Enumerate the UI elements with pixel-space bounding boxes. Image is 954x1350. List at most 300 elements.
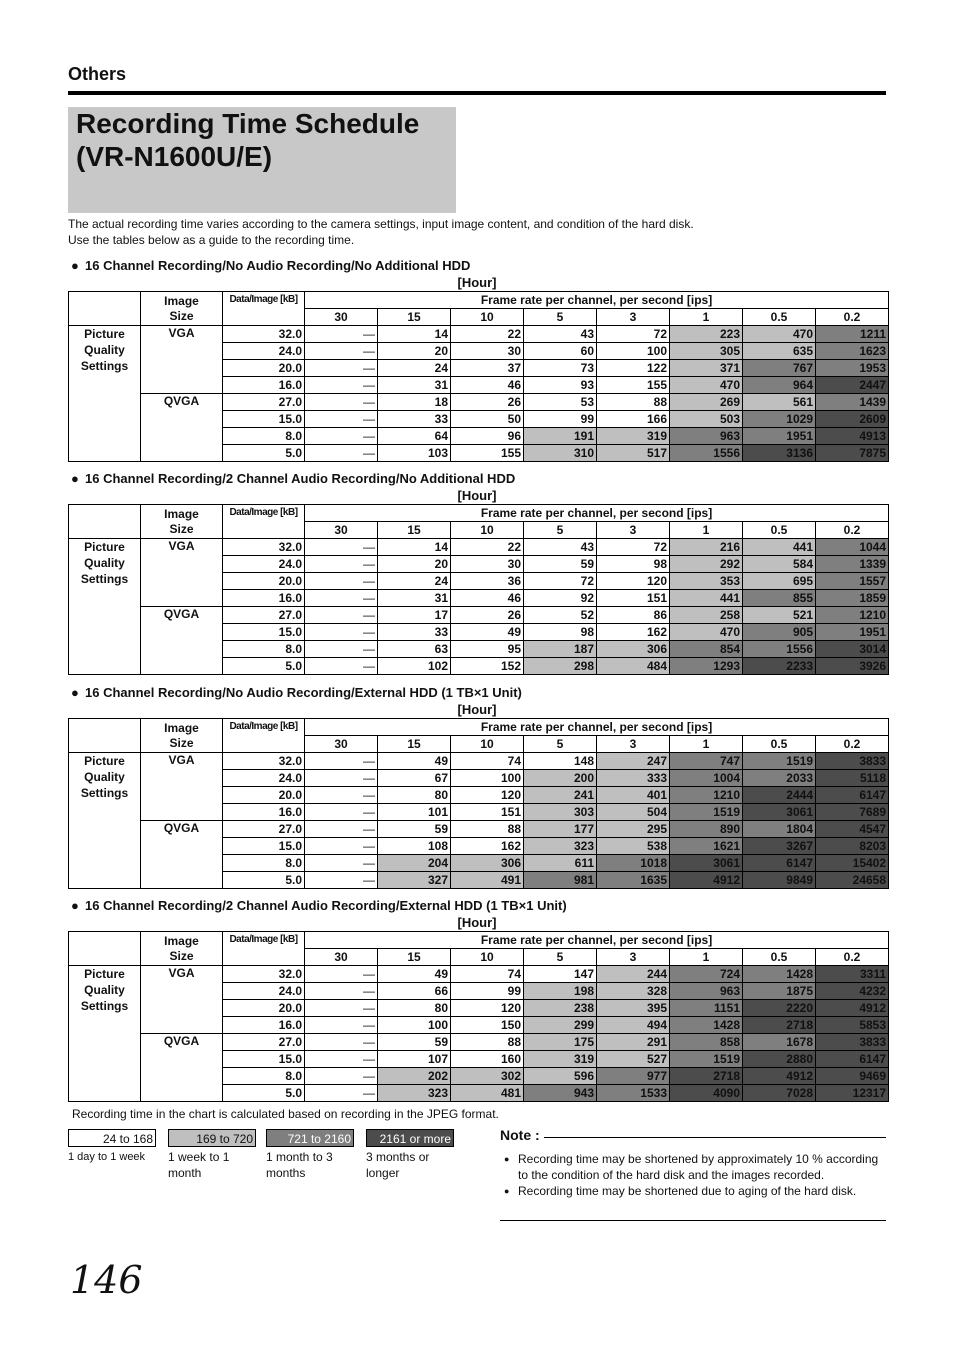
data-kb-cell: 16.0 bbox=[223, 804, 305, 821]
time-cell: 162 bbox=[597, 624, 670, 641]
rate-header: 15 bbox=[378, 736, 451, 753]
note-item: ● Recording time may be shortened due to aging of the hard disk. bbox=[500, 1183, 886, 1199]
frame-rate-header: Frame rate per channel, per second [ips] bbox=[305, 719, 889, 736]
time-cell: 6147 bbox=[816, 787, 889, 804]
time-cell: 24658 bbox=[816, 872, 889, 889]
data-kb-cell: 32.0 bbox=[223, 326, 305, 343]
time-cell: 59 bbox=[378, 821, 451, 838]
time-cell: 6147 bbox=[743, 855, 816, 872]
bullet-icon: ● bbox=[71, 685, 79, 700]
time-cell: 9849 bbox=[743, 872, 816, 889]
time-cell: 191 bbox=[524, 428, 597, 445]
time-cell: 1953 bbox=[816, 360, 889, 377]
legend-entry bbox=[366, 1129, 454, 1181]
time-cell: 858 bbox=[670, 1034, 743, 1051]
time-cell: 7689 bbox=[816, 804, 889, 821]
time-cell: 1519 bbox=[670, 1051, 743, 1068]
data-kb-cell: 5.0 bbox=[223, 872, 305, 889]
time-cell: 1635 bbox=[597, 872, 670, 889]
time-cell: 151 bbox=[597, 590, 670, 607]
data-kb-cell: 32.0 bbox=[223, 753, 305, 770]
time-cell: 371 bbox=[670, 360, 743, 377]
rate-header: 15 bbox=[378, 949, 451, 966]
time-cell: 93 bbox=[524, 377, 597, 394]
time-cell: 46 bbox=[451, 590, 524, 607]
time-cell: 8203 bbox=[816, 838, 889, 855]
data-kb-cell: 20.0 bbox=[223, 787, 305, 804]
time-cell: 12317 bbox=[816, 1085, 889, 1102]
time-cell: 319 bbox=[597, 428, 670, 445]
time-cell: 200 bbox=[524, 770, 597, 787]
time-cell: 635 bbox=[743, 343, 816, 360]
unit-label: [Hour] bbox=[457, 915, 497, 930]
time-cell: 52 bbox=[524, 607, 597, 624]
time-cell: 890 bbox=[670, 821, 743, 838]
time-cell: 9469 bbox=[816, 1068, 889, 1085]
time-cell: 151 bbox=[451, 804, 524, 821]
time-cell: 504 bbox=[597, 804, 670, 821]
time-cell: 72 bbox=[597, 539, 670, 556]
rate-header: 10 bbox=[451, 309, 524, 326]
data-image-header: Data/Image [kB] bbox=[223, 505, 305, 539]
table-heading bbox=[68, 684, 886, 702]
time-cell: — bbox=[305, 428, 378, 445]
time-cell: 155 bbox=[451, 445, 524, 462]
time-cell: 2880 bbox=[743, 1051, 816, 1068]
time-cell: 4547 bbox=[816, 821, 889, 838]
time-cell: 905 bbox=[743, 624, 816, 641]
time-cell: 1623 bbox=[816, 343, 889, 360]
time-cell: 216 bbox=[670, 539, 743, 556]
header-row bbox=[69, 292, 889, 309]
rate-header: 0.2 bbox=[816, 522, 889, 539]
time-cell: 30 bbox=[451, 343, 524, 360]
time-cell: 981 bbox=[524, 872, 597, 889]
time-cell: — bbox=[305, 343, 378, 360]
time-cell: 2233 bbox=[743, 658, 816, 675]
time-cell: — bbox=[305, 787, 378, 804]
picture-quality-line: Quality bbox=[84, 770, 125, 784]
time-cell: 238 bbox=[524, 1000, 597, 1017]
time-cell: 152 bbox=[451, 658, 524, 675]
header-blank bbox=[69, 719, 141, 753]
data-kb-cell: 27.0 bbox=[223, 821, 305, 838]
time-cell: 401 bbox=[597, 787, 670, 804]
data-kb-cell: 15.0 bbox=[223, 838, 305, 855]
table-title: 16 Channel Recording/2 Channel Audio Recording/No Additional HDD bbox=[85, 471, 516, 486]
time-cell: 102 bbox=[378, 658, 451, 675]
data-kb-cell: 8.0 bbox=[223, 428, 305, 445]
time-cell: 120 bbox=[451, 787, 524, 804]
time-cell: 1428 bbox=[743, 966, 816, 983]
time-cell: — bbox=[305, 1000, 378, 1017]
bullet-icon: ● bbox=[71, 898, 79, 913]
time-cell: 155 bbox=[597, 377, 670, 394]
data-kb-cell: 16.0 bbox=[223, 1017, 305, 1034]
header-blank bbox=[69, 932, 141, 966]
time-cell: 202 bbox=[378, 1068, 451, 1085]
rate-header: 30 bbox=[305, 949, 378, 966]
time-cell: 14 bbox=[378, 326, 451, 343]
time-cell: 328 bbox=[597, 983, 670, 1000]
time-cell: 59 bbox=[524, 556, 597, 573]
legend-label: 1 week to 1 month bbox=[168, 1150, 230, 1180]
time-cell: 1678 bbox=[743, 1034, 816, 1051]
time-cell: 484 bbox=[597, 658, 670, 675]
time-cell: 33 bbox=[378, 624, 451, 641]
time-cell: 66 bbox=[378, 983, 451, 1000]
table-row bbox=[69, 607, 889, 624]
data-kb-cell: 8.0 bbox=[223, 641, 305, 658]
time-cell: 98 bbox=[524, 624, 597, 641]
page-title bbox=[76, 107, 419, 173]
image-size-header bbox=[141, 932, 223, 966]
time-cell: 3833 bbox=[816, 1034, 889, 1051]
time-cell: 327 bbox=[378, 872, 451, 889]
time-cell: 72 bbox=[597, 326, 670, 343]
time-cell: 204 bbox=[378, 855, 451, 872]
time-cell: 295 bbox=[597, 821, 670, 838]
time-cell: 503 bbox=[670, 411, 743, 428]
image-size-header bbox=[141, 719, 223, 753]
time-cell: 80 bbox=[378, 1000, 451, 1017]
time-cell: 2220 bbox=[743, 1000, 816, 1017]
picture-quality-line: Picture bbox=[84, 754, 125, 768]
time-cell: — bbox=[305, 556, 378, 573]
time-cell: 177 bbox=[524, 821, 597, 838]
rate-header: 10 bbox=[451, 949, 524, 966]
rate-header: 5 bbox=[524, 309, 597, 326]
rate-header: 3 bbox=[597, 736, 670, 753]
schedule-block bbox=[68, 470, 886, 675]
time-cell: 527 bbox=[597, 1051, 670, 1068]
time-cell: 470 bbox=[743, 326, 816, 343]
rate-header: 3 bbox=[597, 522, 670, 539]
time-cell: 80 bbox=[378, 787, 451, 804]
frame-rate-header: Frame rate per channel, per second [ips] bbox=[305, 505, 889, 522]
picture-quality-line: Picture bbox=[84, 967, 125, 981]
time-cell: 247 bbox=[597, 753, 670, 770]
rate-header: 10 bbox=[451, 736, 524, 753]
time-cell: 441 bbox=[743, 539, 816, 556]
time-cell: 1044 bbox=[816, 539, 889, 556]
time-cell: — bbox=[305, 1017, 378, 1034]
data-kb-cell: 27.0 bbox=[223, 1034, 305, 1051]
section-label: Others bbox=[68, 64, 127, 84]
time-cell: — bbox=[305, 753, 378, 770]
time-cell: 74 bbox=[451, 753, 524, 770]
rate-header: 0.2 bbox=[816, 309, 889, 326]
page-number: 146 bbox=[70, 1258, 143, 1302]
image-size-qvga: QVGA bbox=[141, 394, 223, 462]
time-cell: 611 bbox=[524, 855, 597, 872]
schedule-block bbox=[68, 897, 886, 1102]
time-cell: 166 bbox=[597, 411, 670, 428]
time-cell: 5118 bbox=[816, 770, 889, 787]
image-size-header bbox=[141, 505, 223, 539]
time-cell: 5853 bbox=[816, 1017, 889, 1034]
time-cell: 292 bbox=[670, 556, 743, 573]
time-cell: 67 bbox=[378, 770, 451, 787]
table-title: 16 Channel Recording/No Audio Recording/External HDD (1 TB×1 Unit) bbox=[85, 685, 522, 700]
rate-header: 3 bbox=[597, 949, 670, 966]
time-cell: 517 bbox=[597, 445, 670, 462]
time-cell: 37 bbox=[451, 360, 524, 377]
time-cell: 160 bbox=[451, 1051, 524, 1068]
schedule-table bbox=[68, 291, 889, 462]
table-heading bbox=[68, 897, 886, 915]
time-cell: — bbox=[305, 590, 378, 607]
time-cell: 1428 bbox=[670, 1017, 743, 1034]
time-cell: 2609 bbox=[816, 411, 889, 428]
time-cell: 441 bbox=[670, 590, 743, 607]
time-cell: 1029 bbox=[743, 411, 816, 428]
image-size-line: Size bbox=[169, 308, 194, 323]
time-cell: 107 bbox=[378, 1051, 451, 1068]
time-cell: 395 bbox=[597, 1000, 670, 1017]
image-size-line: Size bbox=[169, 948, 194, 963]
time-cell: — bbox=[305, 607, 378, 624]
unit-label: [Hour] bbox=[457, 702, 497, 717]
time-cell: 1293 bbox=[670, 658, 743, 675]
time-cell: 521 bbox=[743, 607, 816, 624]
time-cell: 2718 bbox=[743, 1017, 816, 1034]
rate-header: 10 bbox=[451, 522, 524, 539]
table-title: 16 Channel Recording/2 Channel Audio Recording/External HDD (1 TB×1 Unit) bbox=[85, 898, 567, 913]
time-cell: 95 bbox=[451, 641, 524, 658]
time-cell: 4912 bbox=[816, 1000, 889, 1017]
time-cell: 1004 bbox=[670, 770, 743, 787]
time-cell: 596 bbox=[524, 1068, 597, 1085]
legend-swatch: 169 to 720 bbox=[168, 1129, 256, 1147]
time-cell: 31 bbox=[378, 377, 451, 394]
data-kb-cell: 27.0 bbox=[223, 607, 305, 624]
time-cell: 64 bbox=[378, 428, 451, 445]
time-cell: 17 bbox=[378, 607, 451, 624]
time-cell: 963 bbox=[670, 983, 743, 1000]
time-cell: 724 bbox=[670, 966, 743, 983]
time-cell: 7875 bbox=[816, 445, 889, 462]
time-cell: 108 bbox=[378, 838, 451, 855]
time-cell: 43 bbox=[524, 539, 597, 556]
time-cell: 175 bbox=[524, 1034, 597, 1051]
unit-label: [Hour] bbox=[457, 275, 497, 290]
image-size-qvga: QVGA bbox=[141, 607, 223, 675]
time-cell: — bbox=[305, 377, 378, 394]
table-heading bbox=[68, 470, 886, 488]
time-cell: 977 bbox=[597, 1068, 670, 1085]
picture-quality-line: Quality bbox=[84, 983, 125, 997]
image-size-line: Image bbox=[164, 720, 199, 735]
legend-label: 3 months or longer bbox=[366, 1150, 430, 1180]
note-list bbox=[500, 1151, 886, 1199]
rate-header: 0.5 bbox=[743, 309, 816, 326]
time-cell: 299 bbox=[524, 1017, 597, 1034]
picture-quality-line: Settings bbox=[80, 999, 129, 1013]
rate-header: 1 bbox=[670, 949, 743, 966]
time-cell: — bbox=[305, 360, 378, 377]
time-cell: 1519 bbox=[743, 753, 816, 770]
time-cell: 31 bbox=[378, 590, 451, 607]
jpeg-footnote: Recording time in the chart is calculated based on recording in the JPEG format. bbox=[72, 1107, 499, 1121]
picture-quality-line: Settings bbox=[80, 572, 129, 586]
time-cell: 73 bbox=[524, 360, 597, 377]
time-cell: — bbox=[305, 445, 378, 462]
time-cell: 49 bbox=[378, 753, 451, 770]
time-cell: 1557 bbox=[816, 573, 889, 590]
time-cell: 4090 bbox=[670, 1085, 743, 1102]
time-cell: — bbox=[305, 1068, 378, 1085]
rate-header: 15 bbox=[378, 309, 451, 326]
data-kb-cell: 20.0 bbox=[223, 360, 305, 377]
time-cell: 269 bbox=[670, 394, 743, 411]
time-cell: 963 bbox=[670, 428, 743, 445]
header-blank bbox=[69, 505, 141, 539]
time-cell: 24 bbox=[378, 360, 451, 377]
time-cell: 60 bbox=[524, 343, 597, 360]
time-cell: — bbox=[305, 624, 378, 641]
time-cell: 1210 bbox=[816, 607, 889, 624]
bullet-icon: ● bbox=[71, 258, 79, 273]
image-size-vga: VGA bbox=[141, 966, 223, 1034]
image-size-qvga: QVGA bbox=[141, 821, 223, 889]
time-cell: 319 bbox=[524, 1051, 597, 1068]
time-cell: 20 bbox=[378, 556, 451, 573]
time-cell: 162 bbox=[451, 838, 524, 855]
data-kb-cell: 5.0 bbox=[223, 445, 305, 462]
time-cell: 198 bbox=[524, 983, 597, 1000]
legend-entry bbox=[68, 1129, 166, 1165]
time-cell: 1210 bbox=[670, 787, 743, 804]
time-cell: 100 bbox=[597, 343, 670, 360]
image-size-header bbox=[141, 292, 223, 326]
rate-header: 5 bbox=[524, 736, 597, 753]
image-size-line: Size bbox=[169, 521, 194, 536]
schedule-table bbox=[68, 718, 889, 889]
rate-header: 0.2 bbox=[816, 736, 889, 753]
image-size-line: Size bbox=[169, 735, 194, 750]
time-cell: 18 bbox=[378, 394, 451, 411]
time-cell: — bbox=[305, 411, 378, 428]
legend-swatch: 721 to 2160 bbox=[266, 1129, 354, 1147]
rate-header: 0.5 bbox=[743, 949, 816, 966]
time-cell: 767 bbox=[743, 360, 816, 377]
time-cell: 100 bbox=[378, 1017, 451, 1034]
legend-label: 1 month to 3 months bbox=[266, 1150, 333, 1180]
time-cell: 33 bbox=[378, 411, 451, 428]
time-cell: 494 bbox=[597, 1017, 670, 1034]
time-cell: — bbox=[305, 326, 378, 343]
time-cell: 2718 bbox=[670, 1068, 743, 1085]
data-kb-cell: 15.0 bbox=[223, 624, 305, 641]
time-cell: 1951 bbox=[816, 624, 889, 641]
table-title: 16 Channel Recording/No Audio Recording/No Additional HDD bbox=[85, 258, 471, 273]
unit-label: [Hour] bbox=[457, 488, 497, 503]
time-cell: 4913 bbox=[816, 428, 889, 445]
legend-swatch: 2161 or more bbox=[366, 1129, 454, 1147]
note-bottom-rule bbox=[500, 1220, 886, 1221]
time-cell: 291 bbox=[597, 1034, 670, 1051]
time-cell: 1439 bbox=[816, 394, 889, 411]
time-cell: 3014 bbox=[816, 641, 889, 658]
time-cell: — bbox=[305, 1085, 378, 1102]
time-cell: 1211 bbox=[816, 326, 889, 343]
time-cell: 1533 bbox=[597, 1085, 670, 1102]
time-cell: — bbox=[305, 770, 378, 787]
table-row bbox=[69, 1034, 889, 1051]
data-image-header: Data/Image [kB] bbox=[223, 932, 305, 966]
time-cell: 1339 bbox=[816, 556, 889, 573]
note-heading: Note : bbox=[500, 1127, 544, 1143]
time-cell: — bbox=[305, 1034, 378, 1051]
time-cell: 323 bbox=[524, 838, 597, 855]
time-cell: 120 bbox=[451, 1000, 524, 1017]
time-cell: 88 bbox=[597, 394, 670, 411]
time-cell: 22 bbox=[451, 326, 524, 343]
time-cell: 1859 bbox=[816, 590, 889, 607]
note-box bbox=[500, 1127, 886, 1199]
note-top-rule bbox=[500, 1137, 886, 1138]
time-cell: 561 bbox=[743, 394, 816, 411]
rate-header: 0.5 bbox=[743, 522, 816, 539]
data-image-header: Data/Image [kB] bbox=[223, 719, 305, 753]
time-cell: — bbox=[305, 573, 378, 590]
table-row bbox=[69, 821, 889, 838]
rate-header: 0.5 bbox=[743, 736, 816, 753]
note-item: ● Recording time may be shortened by approximately 10 % according to the condition of the hard disk and the images recorded. bbox=[500, 1151, 886, 1183]
rate-header: 30 bbox=[305, 736, 378, 753]
time-cell: 49 bbox=[378, 966, 451, 983]
time-cell: 72 bbox=[524, 573, 597, 590]
time-cell: 470 bbox=[670, 377, 743, 394]
data-kb-cell: 5.0 bbox=[223, 658, 305, 675]
time-cell: 1519 bbox=[670, 804, 743, 821]
time-cell: 86 bbox=[597, 607, 670, 624]
time-cell: 53 bbox=[524, 394, 597, 411]
time-cell: 46 bbox=[451, 377, 524, 394]
picture-quality-label bbox=[69, 966, 141, 1102]
header-row bbox=[69, 932, 889, 949]
header-blank bbox=[69, 292, 141, 326]
image-size-qvga: QVGA bbox=[141, 1034, 223, 1102]
table-row bbox=[69, 326, 889, 343]
image-size-line: Image bbox=[164, 506, 199, 521]
data-kb-cell: 15.0 bbox=[223, 1051, 305, 1068]
time-cell: 964 bbox=[743, 377, 816, 394]
header-row bbox=[69, 719, 889, 736]
time-cell: 223 bbox=[670, 326, 743, 343]
table-row bbox=[69, 394, 889, 411]
time-cell: 147 bbox=[524, 966, 597, 983]
table-row bbox=[69, 539, 889, 556]
bullet-icon: ● bbox=[71, 471, 79, 486]
time-cell: 3061 bbox=[670, 855, 743, 872]
legend-entry bbox=[168, 1129, 256, 1181]
rate-header: 1 bbox=[670, 522, 743, 539]
time-cell: 22 bbox=[451, 539, 524, 556]
time-cell: 150 bbox=[451, 1017, 524, 1034]
picture-quality-line: Picture bbox=[84, 327, 125, 341]
time-cell: 1556 bbox=[743, 641, 816, 658]
time-cell: 3136 bbox=[743, 445, 816, 462]
time-cell: 302 bbox=[451, 1068, 524, 1085]
time-cell: 30 bbox=[451, 556, 524, 573]
rate-header: 1 bbox=[670, 309, 743, 326]
time-cell: 1151 bbox=[670, 1000, 743, 1017]
time-cell: 3926 bbox=[816, 658, 889, 675]
time-cell: — bbox=[305, 804, 378, 821]
rate-header: 1 bbox=[670, 736, 743, 753]
